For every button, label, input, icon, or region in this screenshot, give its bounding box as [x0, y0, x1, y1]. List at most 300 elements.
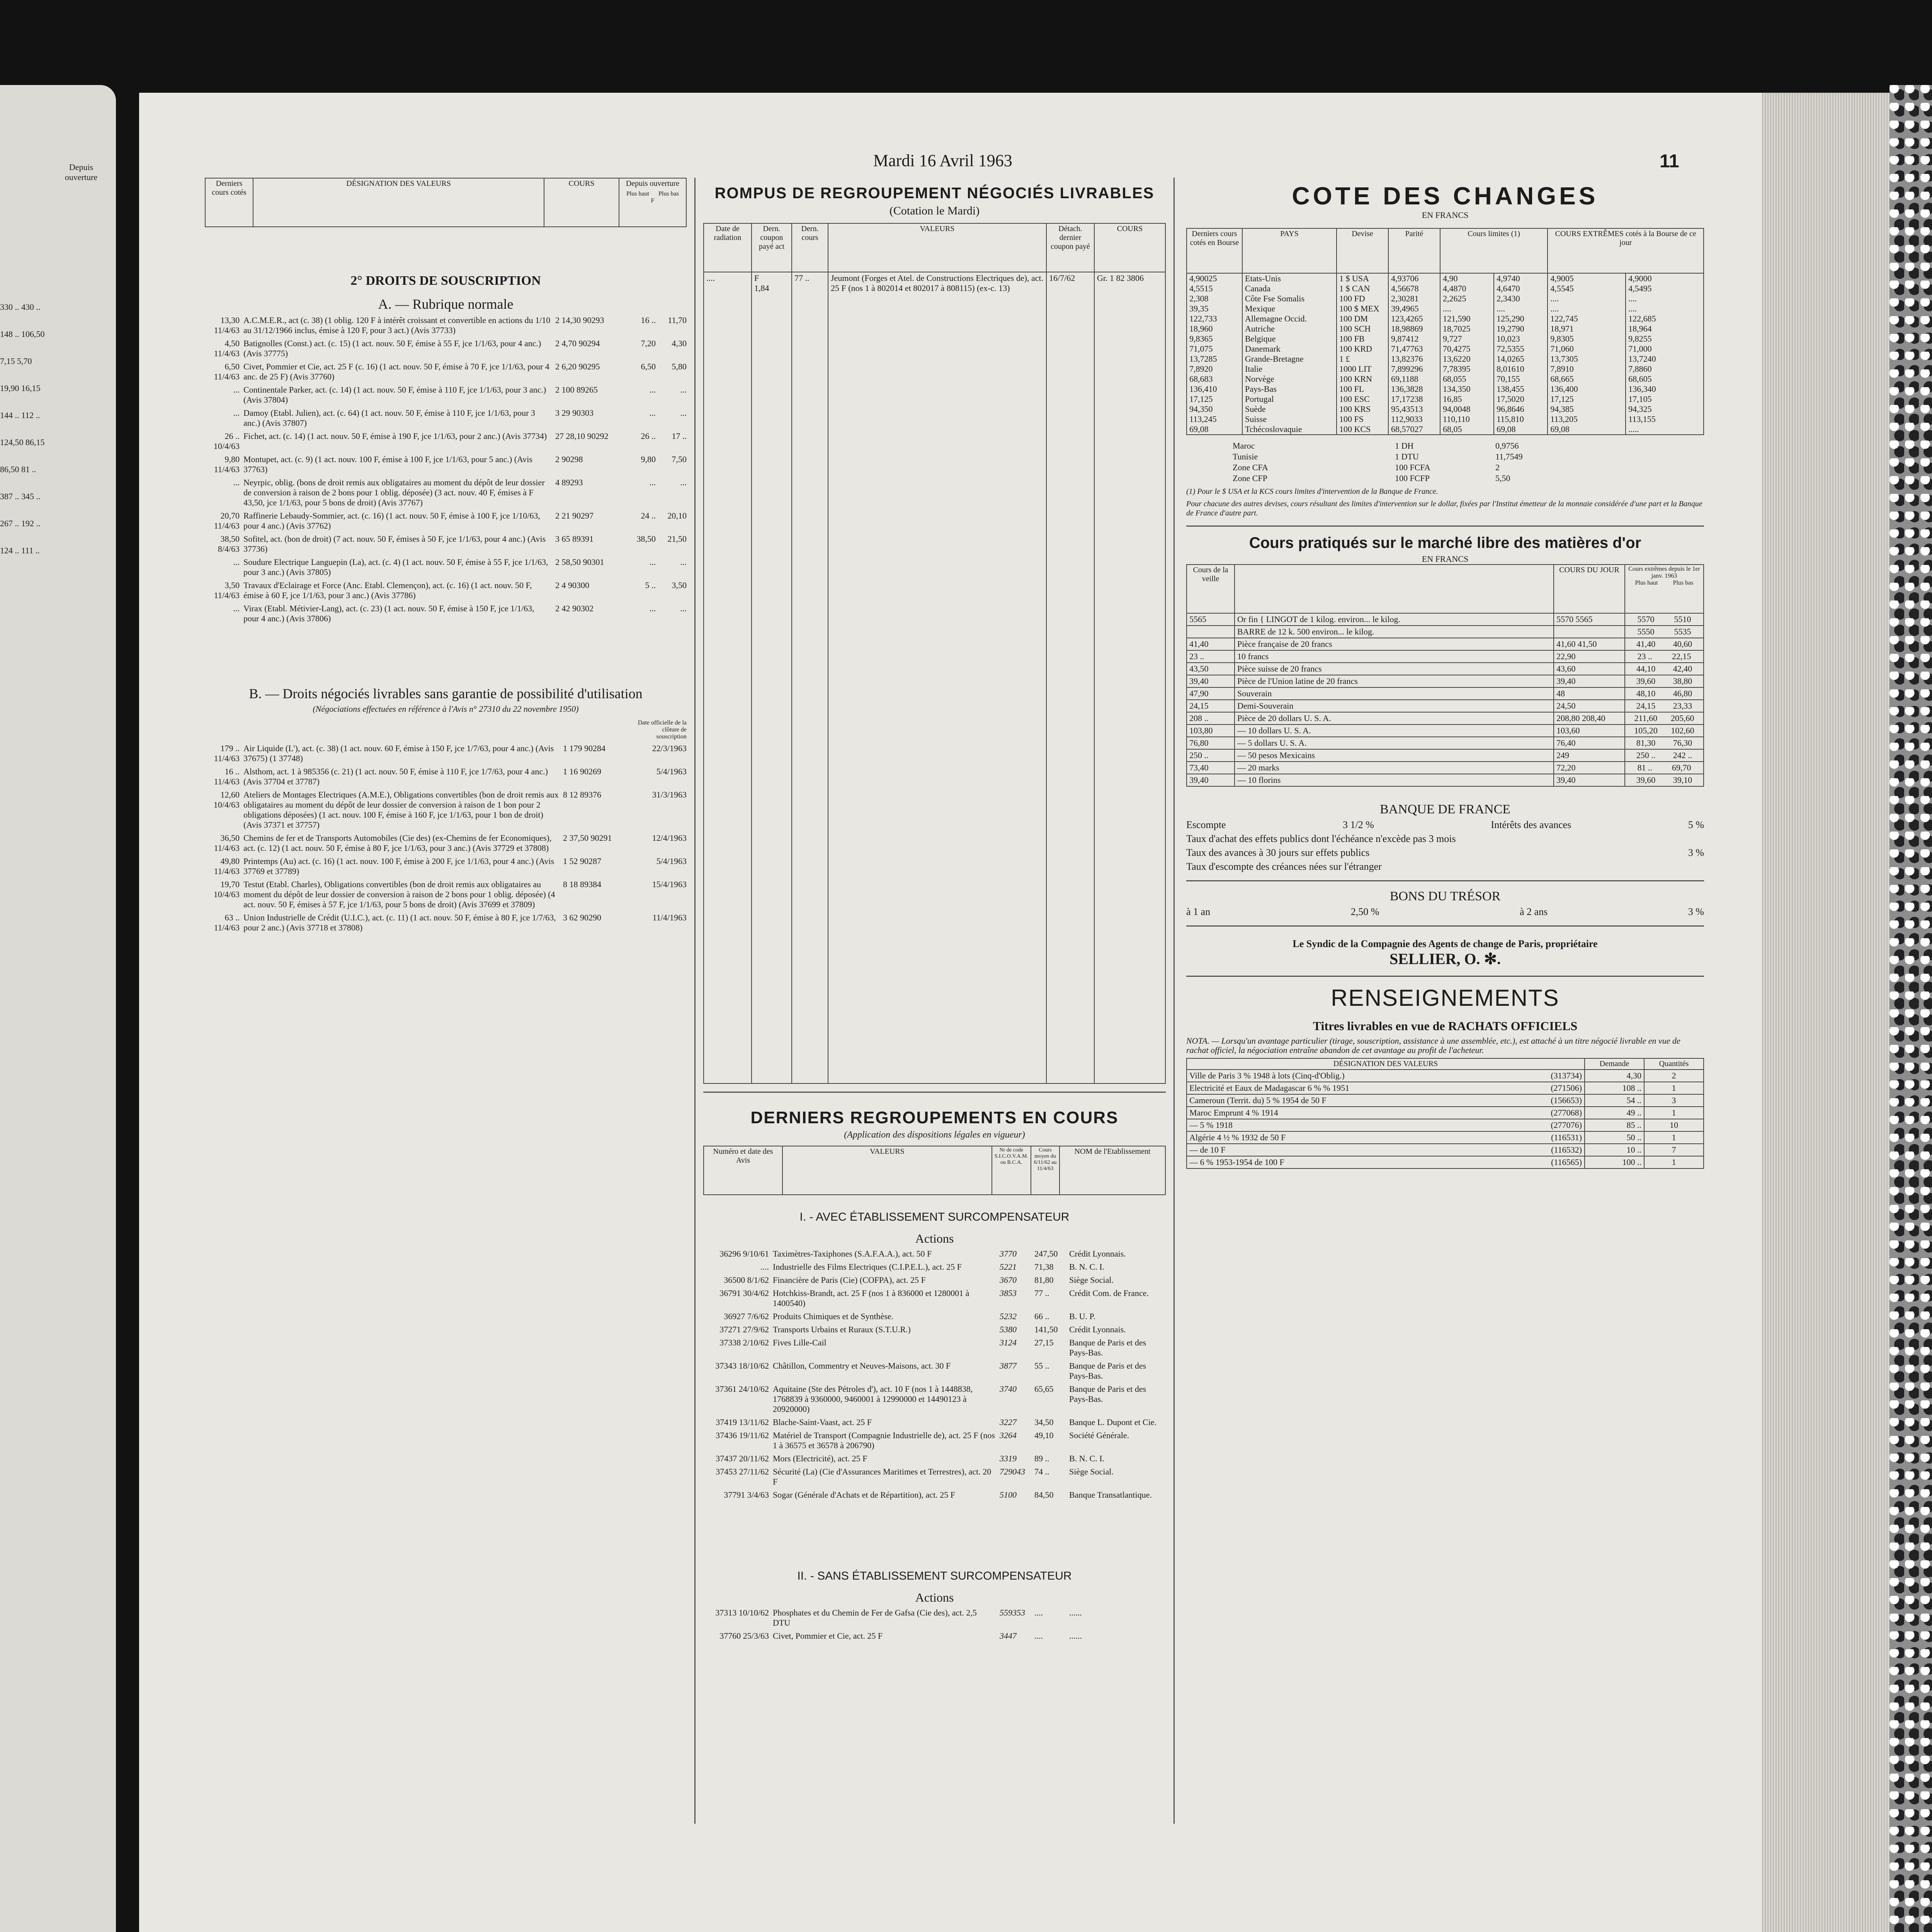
- other-value: 11,7549: [1495, 452, 1523, 461]
- rompus-header-detach: Détach. dernier coupon payé: [1046, 223, 1094, 272]
- entry-prev-cours: 63 .. 11/4/63: [214, 913, 240, 932]
- gold-header-veille: Cours de la veille: [1187, 565, 1235, 613]
- entry-designation: Damoy (Etabl. Julien), act. (c. 64) (1 act. nouv. 50 F, émise à 110 F, jce 1/1/63, pour 3 anc.) (Avis 37807): [243, 408, 535, 428]
- entry-cours: 3 65 89391: [555, 534, 594, 544]
- gold-row: [1187, 737, 1704, 749]
- left-number: 19,90 16,15: [0, 383, 41, 393]
- regroup-cours: 71,38: [1034, 1262, 1054, 1272]
- rachat-quantite: 1: [1644, 1131, 1704, 1144]
- entry-plus-haut: 9,80: [641, 454, 656, 464]
- gold-jour: 249: [1554, 749, 1625, 762]
- change-row: [1187, 334, 1704, 344]
- gold-lo: 42,40: [1673, 664, 1692, 673]
- regroup-etablissement: Banque de Paris et des Pays-Bas.: [1069, 1361, 1146, 1381]
- column-rompus-regroupement: [696, 178, 1175, 1824]
- changes-header-parite: Parité: [1388, 228, 1440, 273]
- entry-plus-haut: 16 ..: [641, 315, 656, 325]
- rachat-row: [1187, 1131, 1704, 1144]
- change-lim1: ....: [1440, 304, 1494, 314]
- entry-cours: 2 4,70 90294: [555, 338, 600, 348]
- change-lim2: 14,0265: [1494, 354, 1548, 364]
- change-ext1: ....: [1548, 294, 1626, 304]
- entry-plus-bas: ...: [680, 408, 687, 418]
- regroup-code: 3264: [1000, 1430, 1017, 1440]
- bank-line-right-label: Intérêts des avances: [1491, 819, 1571, 830]
- entry-plus-bas: 20,10: [667, 511, 687, 520]
- regroup-etablissement: Crédit Com. de France.: [1069, 1288, 1149, 1298]
- column-droits-souscription: [197, 178, 696, 1824]
- change-ext1: 18,971: [1548, 324, 1626, 334]
- gold-jour: 5570 5565: [1554, 613, 1625, 626]
- rompus-valeur: Jeumont (Forges et Atel. de Constructions Electriques de), act. 25 F (nos 1 à 802014 et 802017 à 808115) (ex-c. 13): [828, 272, 1046, 1083]
- entry-plus-bas: 4,30: [672, 338, 687, 348]
- gold-extremes: [1625, 675, 1704, 687]
- regroup-cours: 55 ..: [1034, 1361, 1049, 1371]
- rachat-designation: [1187, 1082, 1585, 1094]
- gold-name: — 5 dollars U. S. A.: [1235, 737, 1554, 749]
- rachat-demande: 100 ..: [1585, 1156, 1644, 1168]
- regroup-avis: 37453 27/11/62: [716, 1467, 769, 1476]
- left-number: 148 .. 106,50: [0, 329, 45, 339]
- regroup-valeur: Châtillon, Commentry et Neuves-Maisons, act. 30 F: [773, 1361, 951, 1371]
- bank-line-value: 3 %: [1688, 847, 1704, 858]
- change-lim2: 4,6470: [1494, 284, 1548, 294]
- col1-header-depuis-label: Depuis ouverture: [626, 179, 680, 188]
- regroup-avis: 37760 25/3/63: [719, 1631, 769, 1641]
- change-pays: Portugal: [1242, 394, 1337, 404]
- regroup-valeur: Financière de Paris (Cie) (COFPA), act. 25 F: [773, 1275, 926, 1285]
- rompus-cours: Gr. 1 82 3806: [1094, 272, 1165, 1083]
- regroup-code: 5100: [1000, 1490, 1017, 1500]
- change-prev: 71,075: [1187, 344, 1242, 354]
- rompus-header-coupon: Dern. coupon payé act: [752, 223, 792, 272]
- entry-prev-cours: 19,70 10/4/63: [213, 879, 240, 899]
- rompus-detach: 16/7/62: [1046, 272, 1094, 1083]
- gold-lo: 205,60: [1671, 713, 1694, 723]
- regroup-etablissement: ......: [1069, 1631, 1082, 1641]
- changes-header-extremes: COURS EXTRÊMES cotés à la Bourse de ce jour: [1548, 228, 1704, 273]
- change-pays: Allemagne Occid.: [1242, 314, 1337, 324]
- regroupement-row: [703, 1384, 1166, 1414]
- gold-name: Pièce suisse de 20 francs: [1235, 663, 1554, 675]
- entry-date-cloture: 12/4/1963: [652, 833, 687, 843]
- entry-prev-cours: 12,60 10/4/63: [213, 790, 240, 810]
- gold-extremes: [1625, 737, 1704, 749]
- regroupement-row: [703, 1288, 1166, 1308]
- other-zone-row: [1233, 440, 1704, 451]
- changes-title: COTE DES CHANGES: [1292, 182, 1599, 210]
- entry-plus-bas: 5,80: [672, 362, 687, 371]
- gold-veille: 250 ..: [1187, 749, 1235, 762]
- gold-name: — 50 pesos Mexicains: [1235, 749, 1554, 762]
- gold-jour: 24,50: [1554, 700, 1625, 712]
- regroup-cours: 49,10: [1034, 1430, 1054, 1440]
- other-devise: 100 FCFP: [1395, 473, 1430, 483]
- col1-header-depuis: [619, 178, 686, 227]
- gold-veille: 41,40: [1187, 638, 1235, 650]
- regroup-etablissement: Siège Social.: [1069, 1467, 1114, 1476]
- rachat-quantite: 2: [1644, 1070, 1704, 1082]
- col1-header-designation: DÉSIGNATION DES VALEURS: [253, 178, 544, 227]
- gold-row: [1187, 663, 1704, 675]
- gold-extremes: [1625, 724, 1704, 737]
- souscription-entry: [205, 534, 687, 554]
- entry-cours: 27 28,10 90292: [555, 431, 609, 441]
- gold-hi: 39,60: [1636, 676, 1656, 686]
- gold-table: [1186, 564, 1704, 787]
- regroup-code: 3770: [1000, 1249, 1017, 1259]
- change-lim1: 13,6220: [1440, 354, 1494, 364]
- entry-date-cloture: 5/4/1963: [656, 856, 687, 866]
- rachat-row: [1187, 1156, 1704, 1168]
- regroupement-row: [703, 1430, 1166, 1451]
- other-value: 2: [1495, 463, 1500, 472]
- entry-plus-haut: ...: [649, 557, 656, 567]
- regroup-etablissement: Banque Transatlantique.: [1069, 1490, 1152, 1500]
- change-pays: Italie: [1242, 364, 1337, 374]
- subsection-b-note: (Négociations effectuées en référence à l'Avis n° 27310 du 22 novembre 1950): [313, 704, 579, 714]
- gold-veille: 5565: [1187, 613, 1235, 626]
- entry-designation: Printemps (Au) act. (c. 16) (1 act. nouv. 100 F, émise à 200 F, jce 1/1/63, pour 4 anc.) (Avis 37769 et 37789): [243, 856, 554, 876]
- rompus-table: [703, 223, 1166, 1084]
- left-number: 330 .. 430 ..: [0, 302, 41, 312]
- droit-livrable-entry: [205, 879, 687, 910]
- gold-lo: 23,33: [1673, 701, 1692, 711]
- regroup-code: 3877: [1000, 1361, 1017, 1371]
- change-lim1: 121,590: [1440, 314, 1494, 324]
- change-ext1: 4,9005: [1548, 273, 1626, 284]
- rompus-header-dern-cours: Dern. cours: [792, 223, 828, 272]
- regroup-etablissement: ......: [1069, 1608, 1082, 1617]
- entry-prev-cours: 179 .. 11/4/63: [214, 743, 240, 763]
- gold-jour: [1554, 626, 1625, 638]
- change-ext1: ....: [1548, 304, 1626, 314]
- sellier-signature: SELLIER, O. ✻.: [1389, 950, 1501, 968]
- entry-plus-haut: 24 ..: [641, 511, 656, 520]
- regroup-valeur: Phosphates et du Chemin de Fer de Gafsa (Cie des), act. 2,5 DTU: [773, 1608, 977, 1628]
- regroupement-row: [703, 1262, 1166, 1272]
- entries-b-list: [205, 743, 687, 933]
- change-devise: 100 DM: [1337, 314, 1388, 324]
- gold-jour: 208,80 208,40: [1554, 712, 1625, 724]
- rachat-demande: 10 ..: [1585, 1144, 1644, 1156]
- entry-plus-haut: ...: [649, 385, 656, 395]
- entry-cours: 2 4 90300: [555, 580, 589, 590]
- changes-rows: [1187, 273, 1704, 435]
- change-lim1: 2,2625: [1440, 294, 1494, 304]
- rachat-demande: 85 ..: [1585, 1119, 1644, 1131]
- subsection-b-title: B. — Droits négociés livrables sans garantie de possibilité d'utilisation: [249, 686, 643, 701]
- gold-row: [1187, 687, 1704, 700]
- entry-designation: A.C.M.E.R., act (c. 38) (1 oblig. 120 F à intérêt croissant et convertible en actions du 1/10 au 31/12/1966 inclus, émise à 120 F, pour 3 act.) (Avis 37733): [243, 315, 551, 335]
- gold-row: [1187, 774, 1704, 786]
- bons-2ans-label: à 2 ans: [1519, 906, 1548, 917]
- droit-livrable-entry: [205, 767, 687, 787]
- entry-designation: Testut (Etabl. Charles), Obligations convertibles (bon de droit remis aux obligataires au moment du dépôt de leur dossier de conversion à raison de 2 bons pour 1 oblig. déposée) (4 act. nouv. 50 F, émises à 57 F, jce 1/1/63, pour 5 bons de droit) (Avis 37699 et 37809): [243, 879, 555, 909]
- col1-header-table: [205, 178, 687, 227]
- souscription-entry: [205, 478, 687, 508]
- entry-prev-cours: 49,80 11/4/63: [214, 856, 240, 876]
- change-pays: Canada: [1242, 284, 1337, 294]
- change-lim2: 138,455: [1494, 384, 1548, 394]
- change-row: [1187, 314, 1704, 324]
- regroup-cours: 81,80: [1034, 1275, 1054, 1285]
- droit-livrable-entry: [205, 833, 687, 853]
- droit-livrable-entry: [205, 913, 687, 933]
- gold-hi: 81 ..: [1637, 763, 1652, 772]
- change-ext1: 13,7305: [1548, 354, 1626, 364]
- entry-designation: Soudure Electrique Languepin (La), act. (c. 4) (1 act. nouv. 50 F, émise à 55 F, jce 1/1/63, pour 3 anc.) (Avis 37805): [243, 557, 548, 577]
- entry-cours: 2 90298: [555, 454, 583, 464]
- bank-lines: [1186, 819, 1704, 872]
- entry-plus-bas: ...: [680, 557, 687, 567]
- entry-plus-bas: ...: [680, 604, 687, 613]
- bank-line-mid: 3 1/2 %: [1343, 819, 1374, 830]
- regroup-avis: 37343 18/10/62: [715, 1361, 769, 1371]
- changes-header-prev: Derniers cours cotés en Bourse: [1187, 228, 1242, 273]
- regroupement-row: [703, 1249, 1166, 1259]
- rompus-unit: F: [754, 273, 759, 283]
- regroupement-row: [703, 1631, 1166, 1641]
- gold-row: [1187, 650, 1704, 663]
- bank-line: [1186, 833, 1704, 845]
- change-lim2: 10,023: [1494, 334, 1548, 344]
- souscription-entry: [205, 362, 687, 382]
- change-pays: Norvège: [1242, 374, 1337, 384]
- change-pays: Grande-Bretagne: [1242, 354, 1337, 364]
- gold-jour: 43,60: [1554, 663, 1625, 675]
- rachat-designation: [1187, 1094, 1585, 1107]
- bank-line-label: Taux des avances à 30 jours sur effets publics: [1186, 847, 1370, 858]
- souscription-entry: [205, 315, 687, 335]
- change-ext2: 9,8255: [1626, 334, 1704, 344]
- change-devise: 100 KCS: [1337, 424, 1388, 435]
- gold-veille: 47,90: [1187, 687, 1235, 700]
- gold-extremes: [1625, 762, 1704, 774]
- regroup-code: 3227: [1000, 1417, 1017, 1427]
- gold-rows: [1187, 613, 1704, 786]
- change-devise: 100 SCH: [1337, 324, 1388, 334]
- rachat-row: [1187, 1070, 1704, 1082]
- gold-title: Cours pratiqués sur le marché libre des matières d'or: [1249, 534, 1641, 551]
- regroup-cours: 89 ..: [1034, 1454, 1049, 1463]
- entry-cours: 2 100 89265: [555, 385, 598, 395]
- rachat-code: (156653): [1551, 1095, 1582, 1105]
- gold-hi: 5550: [1637, 627, 1655, 636]
- bons-1an-value: 2,50 %: [1350, 906, 1379, 917]
- gold-row: [1187, 700, 1704, 712]
- rachats-rows: [1187, 1070, 1704, 1168]
- souscription-entry: [205, 408, 687, 428]
- other-pays: Zone CFP: [1233, 473, 1267, 483]
- change-parite: 123,4265: [1388, 314, 1440, 324]
- change-row: [1187, 404, 1704, 414]
- regroup-valeur: Fives Lille-Cail: [773, 1338, 827, 1347]
- change-lim2: 8,01610: [1494, 364, 1548, 374]
- other-value: 5,50: [1495, 473, 1510, 483]
- rachat-designation: [1187, 1156, 1585, 1168]
- entry-designation: Civet, Pommier et Cie, act. 25 F (c. 16) (1 act. nouv. 50 F, émise à 70 F, jce 1/1/63, pour 4 anc. de 25 F) (Avis 37760): [243, 362, 549, 381]
- change-ext2: 4,9000: [1626, 273, 1704, 284]
- change-devise: 1 $ USA: [1337, 273, 1388, 284]
- renseignements-title: RENSEIGNEMENTS: [1331, 985, 1560, 1011]
- regroup-etablissement: Banque L. Dupont et Cie.: [1069, 1417, 1157, 1427]
- other-pays: Tunisie: [1233, 452, 1258, 461]
- other-pays: Maroc: [1233, 441, 1255, 451]
- change-row: [1187, 414, 1704, 424]
- left-number: 7,15 5,70: [0, 356, 32, 366]
- page-header: Mardi 16 Avril 1963: [873, 151, 1012, 170]
- regroup-etablissement: Société Générale.: [1069, 1430, 1129, 1440]
- change-ext1: 9,8305: [1548, 334, 1626, 344]
- entry-date-cloture: 11/4/1963: [652, 913, 687, 922]
- section-i-title: I. - AVEC ÉTABLISSEMENT SURCOMPENSATEUR: [799, 1211, 1070, 1223]
- regroupements-table: [703, 1146, 1166, 1195]
- left-number: 124,50 86,15: [0, 437, 45, 447]
- change-ext1: 122,745: [1548, 314, 1626, 324]
- entry-plus-haut: ...: [649, 408, 656, 418]
- souscription-entry: [205, 511, 687, 531]
- regroup-avis: 37419 13/11/62: [716, 1417, 769, 1427]
- souscription-entry: [205, 431, 687, 451]
- change-lim1: 134,350: [1440, 384, 1494, 394]
- change-row: [1187, 284, 1704, 294]
- gold-name: Souverain: [1235, 687, 1554, 700]
- change-ext2: 136,340: [1626, 384, 1704, 394]
- change-lim2: 2,3430: [1494, 294, 1548, 304]
- bank-title: BANQUE DE FRANCE: [1379, 802, 1511, 816]
- entry-plus-bas: 3,50: [672, 580, 687, 590]
- gold-lo: 40,60: [1673, 639, 1692, 649]
- gold-jour: 22,90: [1554, 650, 1625, 663]
- change-ext1: 113,205: [1548, 414, 1626, 424]
- change-lim2: 125,290: [1494, 314, 1548, 324]
- regroup-valeur: Transports Urbains et Ruraux (S.T.U.R.): [773, 1325, 911, 1334]
- rachat-quantite: 1: [1644, 1107, 1704, 1119]
- change-parite: 4,93706: [1388, 273, 1440, 284]
- change-ext2: 94,325: [1626, 404, 1704, 414]
- gold-lo: 38,80: [1673, 676, 1692, 686]
- change-row: [1187, 324, 1704, 334]
- regroupement-row: [703, 1490, 1166, 1500]
- regroupement-row: [703, 1467, 1166, 1487]
- bons-2ans-value: 3 %: [1688, 906, 1704, 917]
- regroupement-row: [703, 1417, 1166, 1427]
- change-lim2: 17,5020: [1494, 394, 1548, 404]
- entry-prev-cours: 26 .. 10/4/63: [213, 431, 240, 451]
- regroup-etablissement: Crédit Lyonnais.: [1069, 1249, 1126, 1259]
- regroup-rows-i: [703, 1249, 1166, 1500]
- change-ext1: 17,125: [1548, 394, 1626, 404]
- change-parite: 4,56678: [1388, 284, 1440, 294]
- entry-designation: Ateliers de Montages Electriques (A.M.E.), Obligations convertibles (bon de droit remis aux obligataires au moment du dépôt de leur dossier de conversion à raison de 1 bon pour 2 obligations déposées) (1 act. nouv. 100 F, émise à 160 F, jce 1/1/63, pour 1 bon de droit) (Avis 37371 et 37757): [243, 790, 559, 830]
- gold-veille: 208 ..: [1187, 712, 1235, 724]
- renseignements-subtitle: Titres livrables en vue de RACHATS OFFICIELS: [1313, 1019, 1578, 1033]
- gold-lo: 46,80: [1673, 689, 1692, 698]
- change-ext1: 69,08: [1548, 424, 1626, 435]
- change-prev: 39,35: [1187, 304, 1242, 314]
- entry-prev-cours: 20,70 11/4/63: [214, 511, 240, 531]
- section-title-droits: 2° DROITS DE SOUSCRIPTION: [350, 274, 541, 288]
- regroup-avis: 37791 3/4/63: [724, 1490, 769, 1500]
- change-lim2: 72,5355: [1494, 344, 1548, 354]
- subsection-a-title: A. — Rubrique normale: [378, 296, 514, 312]
- regroup-cours: 141,50: [1034, 1325, 1058, 1334]
- changes-other-zones: [1233, 440, 1704, 484]
- regroup-code: 5380: [1000, 1325, 1017, 1334]
- gold-lo: 69,70: [1672, 763, 1691, 772]
- entry-designation: Air Liquide (L'), act. (c. 38) (1 act. nouv. 60 F, émise à 150 F, jce 1/7/63, pour 4 anc.) (Avis 37675) (1 37748): [243, 743, 554, 763]
- rompus-coupon-value: 1,84: [754, 283, 769, 293]
- regroup-cours: ....: [1034, 1631, 1043, 1641]
- entry-plus-haut: ...: [649, 604, 656, 613]
- changes-note-1: (1) Pour le $ USA et la KCS cours limites d'intervention de la Banque de France.: [1186, 487, 1438, 496]
- gold-hi: 41,40: [1636, 639, 1656, 649]
- change-parite: 95,43513: [1388, 404, 1440, 414]
- change-row: [1187, 374, 1704, 384]
- gold-header-plus-bas: Plus bas: [1673, 580, 1694, 586]
- souscription-entry: [205, 604, 687, 624]
- change-parite: 112,9033: [1388, 414, 1440, 424]
- rachat-row: [1187, 1119, 1704, 1131]
- regroup-valeur: Industrielle des Films Electriques (C.I.P.E.L.), act. 25 F: [773, 1262, 962, 1272]
- other-devise: 1 DH: [1395, 441, 1414, 451]
- entry-cours: 2 37,50 90291: [563, 833, 612, 843]
- change-devise: 100 FB: [1337, 334, 1388, 344]
- entry-designation: Alsthom, act. 1 à 985356 (c. 21) (1 act. nouv. 50 F, émise à 110 F, jce 1/7/63, pour 4 anc.) (Avis 37704 et 37787): [243, 767, 548, 786]
- regroup-code: 3853: [1000, 1288, 1017, 1298]
- bank-line-label: Taux d'escompte des créances nées sur l'étranger: [1186, 861, 1382, 872]
- regroup-avis: 36791 30/4/62: [719, 1288, 769, 1298]
- regroup-code: 3670: [1000, 1275, 1017, 1285]
- entry-designation: Union Industrielle de Crédit (U.I.C.), act. (c. 11) (1 act. nouv. 50 F, émise à 80 F, jce 1/7/63, pour 2 anc.) (Avis 37718 et 37808): [243, 913, 556, 932]
- souscription-entry: [205, 385, 687, 405]
- gold-row: [1187, 712, 1704, 724]
- entry-plus-haut: 5 ..: [645, 580, 656, 590]
- change-prev: 136,410: [1187, 384, 1242, 394]
- gold-row: [1187, 638, 1704, 650]
- change-parite: 2,30281: [1388, 294, 1440, 304]
- rachats-header-quantites: Quantités: [1644, 1058, 1704, 1070]
- gold-veille: [1187, 626, 1235, 638]
- rompus-header-cours: COURS: [1094, 223, 1165, 272]
- changes-header-limites: Cours limites (1): [1440, 228, 1548, 273]
- rachat-code: (277068): [1551, 1108, 1582, 1117]
- bons-title: BONS DU TRÉSOR: [1389, 889, 1501, 903]
- change-pays: Pays-Bas: [1242, 384, 1337, 394]
- change-ext2: 17,105: [1626, 394, 1704, 404]
- change-prev: 2,308: [1187, 294, 1242, 304]
- change-ext1: 136,400: [1548, 384, 1626, 394]
- rachat-demande: 50 ..: [1585, 1131, 1644, 1144]
- change-devise: 100 KRS: [1337, 404, 1388, 414]
- regroup-etablissement: Siège Social.: [1069, 1275, 1114, 1285]
- entry-prev-cours: 6,50 11/4/63: [214, 362, 240, 381]
- gold-row: [1187, 675, 1704, 687]
- gold-name: Or fin { LINGOT de 1 kilog. environ... le kilog.: [1235, 613, 1554, 626]
- entry-designation: Chemins de fer et de Transports Automobiles (Cie des) (ex-Chemins de fer Economiques), act. (c. 12) (1 act. nouv. 50 F, émise à 80 F, jce 1/1/63, pour 3 anc.) (Avis 37729 et 37808): [243, 833, 552, 853]
- regroup-code: 5232: [1000, 1311, 1017, 1321]
- change-ext2: 68,605: [1626, 374, 1704, 384]
- regroup-cours: ....: [1034, 1608, 1043, 1617]
- regroup-code: 3319: [1000, 1454, 1017, 1463]
- change-ext2: 18,964: [1626, 324, 1704, 334]
- change-row: [1187, 364, 1704, 374]
- rompus-prev-cours: 77 ..: [792, 272, 828, 1083]
- rachat-code: (116565): [1551, 1157, 1582, 1167]
- col1-header-unit: F: [651, 197, 655, 204]
- change-devise: 100 FS: [1337, 414, 1388, 424]
